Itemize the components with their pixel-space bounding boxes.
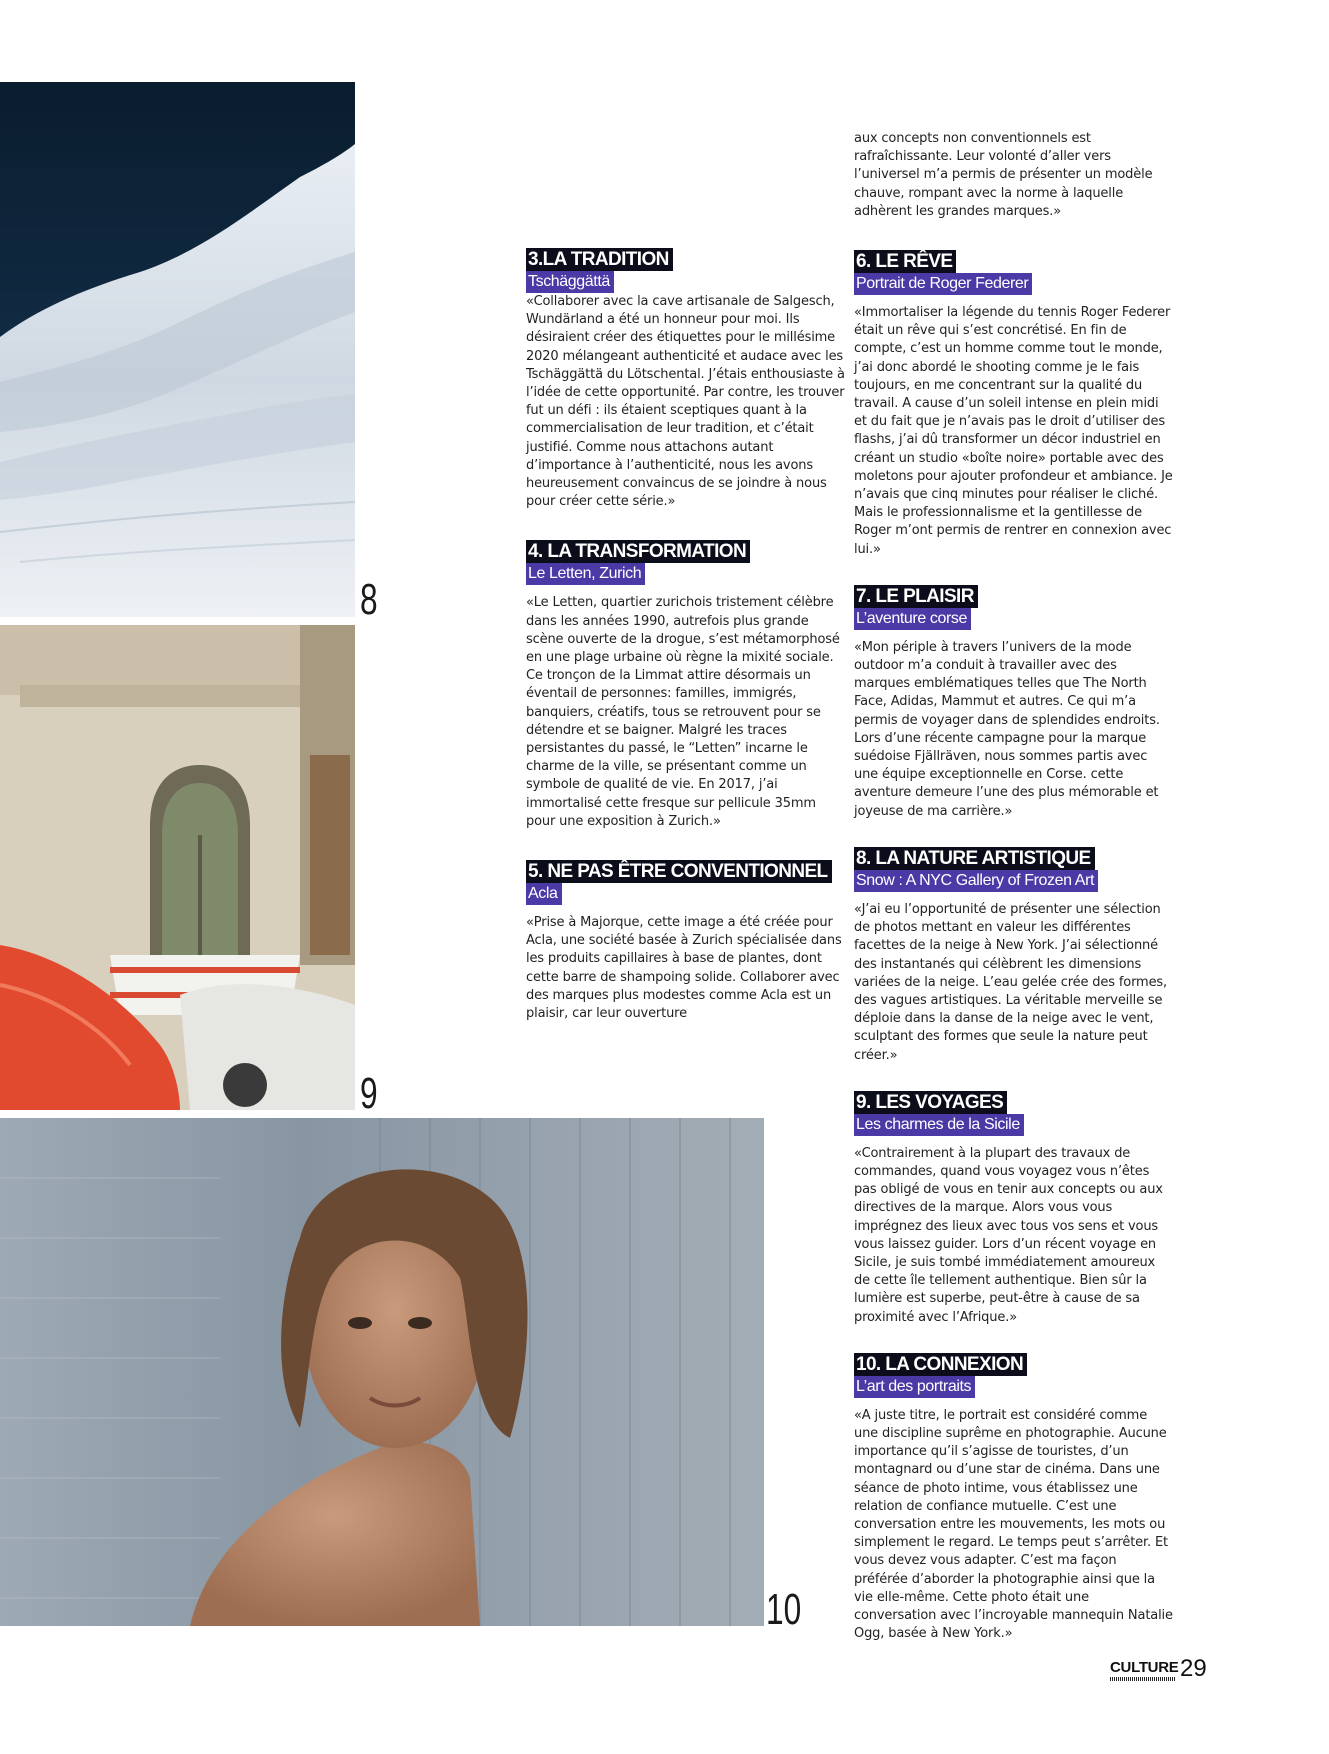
section-text: «Contrairement à la plupart des travaux de commandes, quand vous voyagez vous n’êtes pas obligé de vous en tenir aux concepts ou aux directives de la marque. Alors vous vous imprégnez des lieux avec tous vos sens et vous vous laissez guider. Lors d’un récent voyage en Sicile, je suis tombé immédiatement amoureux de cette île tellement authentique. Bien sûr la lumière est superbe, peut-être à cause de sa proximité avec l’Afrique.» bbox=[854, 1145, 1163, 1325]
section-text: «J’ai eu l’opportunité de présenter une sélection de photos mettant en valeur les différentes facettes de la neige à New York. J’ai sélectionné des instantanés qui célèbrent les dimensions variées de la neige. L’eau gelée crée des formes, des vagues artistiques. La véritable merveille se déploie dans la danse de la neige avec le vent, sculptant des formes que seule la nature peut créer.» bbox=[854, 901, 1168, 1063]
section-reve bbox=[854, 250, 1174, 559]
photo-snow-landscape bbox=[0, 82, 355, 617]
section-heading: 5. NE PAS ÊTRE CONVENTIONNEL bbox=[526, 860, 832, 883]
section-subheading: Acla bbox=[526, 883, 562, 905]
photo-8-number: 8 bbox=[360, 575, 378, 624]
page-footer bbox=[1110, 1655, 1220, 1689]
section-plaisir bbox=[854, 585, 1174, 821]
section-subheading: L’aventure corse bbox=[854, 608, 971, 630]
section-heading: 9. LES VOYAGES bbox=[854, 1091, 1007, 1114]
section-subheading: Les charmes de la Sicile bbox=[854, 1114, 1024, 1136]
intro-continuation: aux concepts non conventionnels est rafraîchissante. Leur volonté d’aller vers l’universel m’a permis de présenter un modèle chauve, rompant avec la norme à laquelle adhèrent les grandes marques.» bbox=[854, 131, 1153, 219]
section-text: «Immortaliser la légende du tennis Roger Federer était un rêve qui s’est concrétisé. En fin de compte, c’est un homme comme tout le monde, j’ai donc abordé le shooting comme je le fais toujours, en me concentrant sur la qualité du travail. A cause d’un soleil intense en plein midi et du fait que je n’avais pas le droit d’utiliser des flashs, j’ai dû transformer un décor industriel en créant un studio «boîte noire» portable avec des moletons pour ajouter profondeur et ambiance. Je n’avais que cinq minutes pour réaliser le cliché. Mais le professionnalisme et la gentillesse de Roger m’ont permis de rentrer en connexion avec lui.» bbox=[854, 305, 1173, 557]
section-subheading: Tschäggättä bbox=[526, 271, 614, 293]
section-heading: 3.LA TRADITION bbox=[526, 248, 673, 271]
section-subheading: Le Letten, Zurich bbox=[526, 563, 645, 585]
footer-barcode-decoration bbox=[1110, 1677, 1176, 1681]
section-subheading: L’art des portraits bbox=[854, 1376, 975, 1398]
section-non-conventionnel bbox=[526, 860, 846, 1023]
photo-building-car bbox=[0, 625, 355, 1110]
section-text: «A juste titre, le portrait est considéré comme une discipline suprême en photographie. Aucune importance qu’il s’agisse de touristes, d’un montagnard ou d’une star de cinéma. Dans une séance de photo intime, vous établissez une relation de confiance mutuelle. C’est une conversation entre les mouvements, les mots ou simplement le regard. Le temps peut s’arrêter. Et vous devez vous adapter. C’est ma façon préférée d’aborder la photographie ainsi que la vie elle-même. Cette photo était une conversation avec l’incroyable mannequin Natalie Ogg, basée à New York.» bbox=[854, 1407, 1173, 1642]
section-tradition bbox=[526, 248, 846, 511]
section-subheading: Portrait de Roger Federer bbox=[854, 273, 1032, 295]
footer-section-label: CULTURE bbox=[1110, 1659, 1179, 1676]
section-heading: 4. LA TRANSFORMATION bbox=[526, 540, 750, 563]
section-text: «Le Letten, quartier zurichois tristement célèbre dans les années 1990, autrefois plus grande scène ouverte de la drogue, s’est métamorphosé en une plage urbaine où règne la mixité sociale. Ce tronçon de la Limmat attire désormais un éventail de personnes: familles, immigrés, banquiers, créatifs, tous se retrouvent pour se détendre et se baigner. Malgré les traces persistantes du passé, le “Letten” incarne le charme de la ville, se présentant comme un symbole de qualité de vie. En 2017, j’ai immortalisé cette fresque sur pellicule 35mm pour une exposition à Zurich.» bbox=[526, 595, 840, 829]
page-number: 29 bbox=[1180, 1655, 1207, 1682]
section-text: «Mon périple à travers l’univers de la mode outdoor m’a conduit à travailler avec des marques emblématiques telles que The North Face, Adidas, Mammut et autres. Ce qui m’a permis de voyager dans de splendides endroits. Lors d’une récente campagne pour la marque suédoise Fjällräven, nous sommes partis avec une équipe exceptionnelle en Corse. cette aventure demeure l’une des plus mémorable et joyeuse de ma carrière.» bbox=[854, 639, 1160, 819]
section-heading: 7. LE PLAISIR bbox=[854, 585, 978, 608]
section-heading: 10. LA CONNEXION bbox=[854, 1353, 1027, 1376]
section-subheading: Snow : A NYC Gallery of Frozen Art bbox=[854, 870, 1098, 892]
section-heading: 6. LE RÊVE bbox=[854, 250, 956, 273]
section-connexion bbox=[854, 1353, 1174, 1644]
photo-9-number: 9 bbox=[360, 1069, 378, 1118]
column-right bbox=[854, 130, 1174, 1669]
column-left bbox=[526, 248, 846, 1049]
section-text: «Collaborer avec la cave artisanale de Salgesch, Wundärland a été un honneur pour moi. Ils désiraient créer des étiquettes pour le millésime 2020 mélangeant authenticité et audace avec les Tschäggättä du Lötschental. J’étais enthousiaste à l’idée de cette opportunité. Par contre, les trouver fut un défi : ils étaient sceptiques quant à la commercialisation de leur tradition, et c’était justifié. Comme nous attachons autant d’importance à l’authenticité, nous les avons heureusement convaincus de se joindre à nous pour créer cette série.» bbox=[526, 294, 845, 510]
section-voyages bbox=[854, 1091, 1174, 1327]
section-transformation bbox=[526, 540, 846, 831]
section-nature-artistique bbox=[854, 847, 1174, 1065]
photo-portrait-woman bbox=[0, 1118, 764, 1626]
section-text: «Prise à Majorque, cette image a été créée pour Acla, une société basée à Zurich spécialisée dans les produits capillaires à base de plantes, dont cette barre de shampoing solide. Collaborer avec des marques plus modestes comme Acla est un plaisir, car leur ouverture bbox=[526, 915, 842, 1022]
photo-10-number: 10 bbox=[766, 1585, 802, 1634]
section-heading: 8. LA NATURE ARTISTIQUE bbox=[854, 847, 1095, 870]
